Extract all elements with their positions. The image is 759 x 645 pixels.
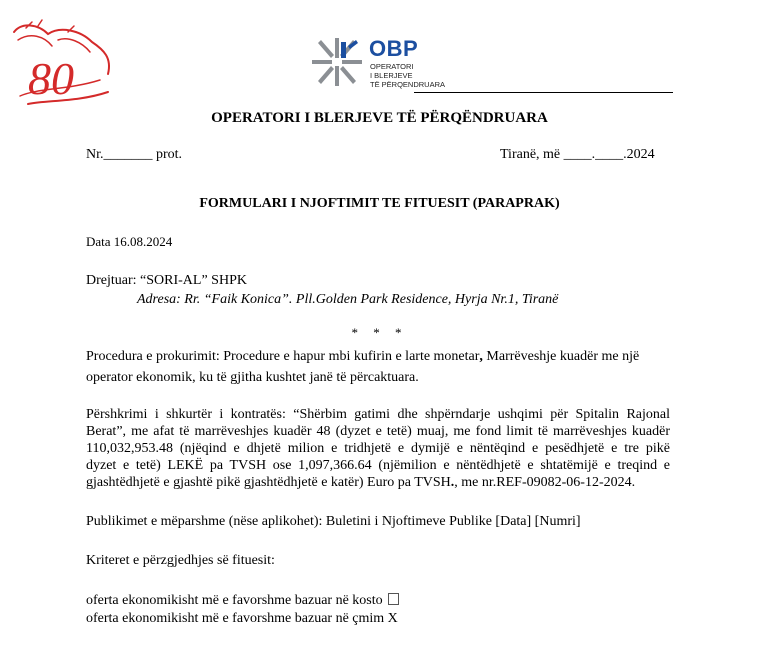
- obp-logo-wordmark: OBP: [369, 36, 419, 61]
- contract-description: Përshkrimi i shkurtër i kontratës: “Shërbim gatimi dhe shpërndarje ushqimi për Spitalin Rajonal Berat”, me afat të marrëveshjes kuadër 48 (dyzet e tetë) muaj, me fond limit të marrëveshjes kuadër 110,032,953.48 (njëqind e dhjetë milion e tridhjetë e dymijë e nëntëqind e pesëdhjetë e tre pikë dyzet e tetë) LEKË pa TVSH ose 1,097,366.64 (njëmilion e nëntëdhjetë e shtatëmijë e treqind e gjashtëdhjetë e gjashtë pikë gjashtëdhjetë e katër) Euro pa TVSH., me nr.REF-09082-06-12-2024.: [86, 407, 670, 490]
- form-title: FORMULARI I NJOFTIMIT TE FITUESIT (PARAPRAK): [199, 196, 560, 211]
- place-date: Tiranë, më ____.____.2024: [500, 147, 655, 162]
- previous-publications: Publikimet e mëparshme (nëse aplikohet): Buletini i Njoftimeve Publike [Data] [Numri]: [86, 514, 581, 529]
- addressee: Drejtuar: “SORI-AL” SHPK: [86, 273, 247, 288]
- criteria-heading: Kriteret e përzgjedhjes së fituesit:: [86, 553, 275, 568]
- protocol-number: Nr._______ prot.: [86, 147, 183, 162]
- document-date: Data 16.08.2024: [86, 234, 173, 249]
- obp-logo-subtitle: OPERATORI I BLERJEVE TË PËRQENDRUARA: [370, 62, 446, 89]
- criterion-price: oferta ekonomikisht më e favorshme bazuar në çmim X: [86, 611, 398, 626]
- svg-text:80: 80: [28, 53, 74, 104]
- criterion-cost: oferta ekonomikisht më e favorshme bazuar në kosto: [86, 593, 399, 609]
- criterion-price-mark: X: [387, 611, 398, 626]
- obp-logo-mark: [312, 38, 368, 86]
- addressee-address: Adresa: Rr. “Faik Konica”. Pll.Golden Park Residence, Hyrja Nr.1, Tiranë: [137, 292, 559, 307]
- organization-title: OPERATORI I BLERJEVE TË PËRQËNDRUARA: [211, 110, 548, 126]
- section-separator: * * *: [351, 325, 408, 340]
- procedure-paragraph: Procedura e prokurimit: Procedure e hapur mbi kufirin e larte monetar, Marrëveshje kuadër me një operator ekonomik, ku të gjitha kushtet janë të përcaktuara.: [86, 349, 640, 385]
- criterion-cost-checkbox: [388, 593, 399, 605]
- header-divider: [414, 92, 673, 93]
- anniversary-80-logo: [8, 18, 120, 110]
